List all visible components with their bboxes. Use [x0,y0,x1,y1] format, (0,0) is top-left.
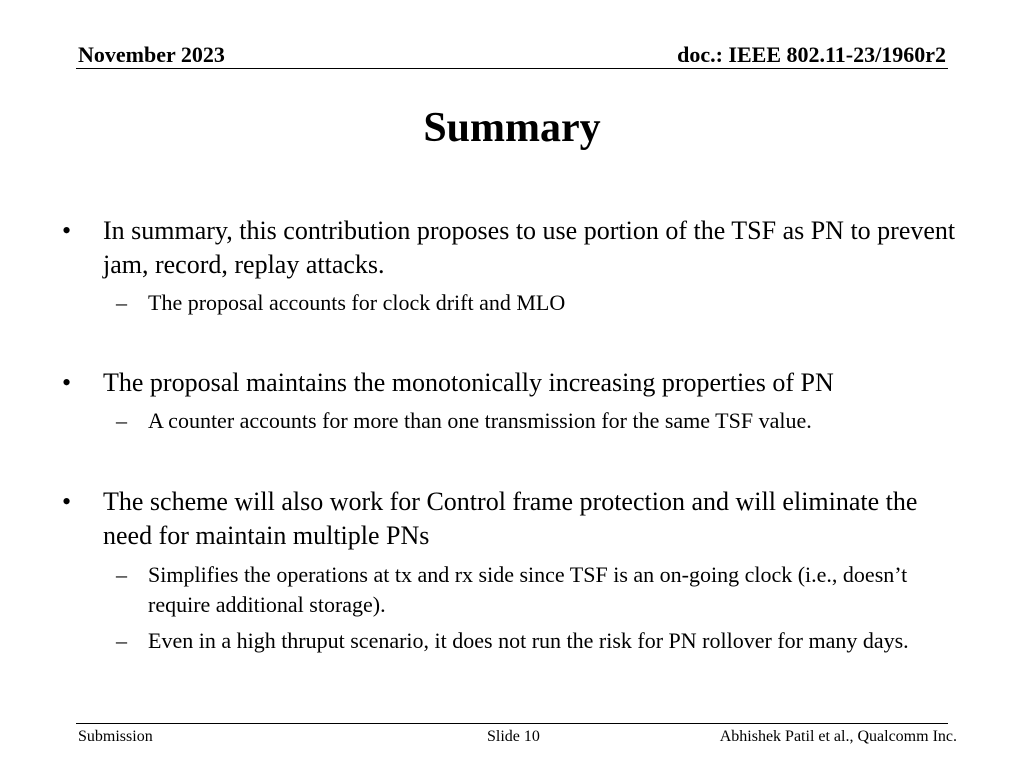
sub-bullet-text: Simplifies the operations at tx and rx side since TSF is an on-going clock (i.e., doesn’t require additional storage). [148,562,908,617]
slide-title: Summary [423,105,601,151]
sub-bullet-item [116,406,956,436]
sub-bullet-item [116,626,956,656]
sub-bullet-text: The proposal accounts for clock drift and MLO [148,290,566,315]
sub-bullet-marker: – [116,628,127,653]
bullet-text: The scheme will also work for Control frame protection and will eliminate the need for maintain multiple PNs [103,487,918,550]
bullet-item [62,214,962,282]
bullet-item [62,366,962,400]
footer-slide-number: Slide 10 [487,728,540,745]
footer-submission: Submission [78,728,153,745]
sub-bullet-marker: – [116,562,127,587]
footer-authors: Abhishek Patil et al., Qualcomm Inc. [719,728,957,745]
sub-bullet-marker: – [116,408,127,433]
sub-bullet-item [116,560,956,620]
header-date: November 2023 [78,42,225,67]
footer-divider [76,723,948,724]
header-divider [76,68,948,69]
bullet-item [62,485,962,553]
sub-bullet-text: A counter accounts for more than one transmission for the same TSF value. [148,408,812,433]
bullet-marker: • [62,487,72,516]
sub-bullet-text: Even in a high thruput scenario, it does not run the risk for PN rollover for many days. [148,628,909,653]
bullet-marker: • [62,216,72,245]
sub-bullet-item [116,288,956,318]
bullet-marker: • [62,368,72,397]
bullet-text: In summary, this contribution proposes to use portion of the TSF as PN to prevent jam, record, replay attacks. [103,216,956,279]
header-doc-id: doc.: IEEE 802.11-23/1960r2 [677,42,946,67]
bullet-text: The proposal maintains the monotonically increasing properties of PN [103,368,834,397]
sub-bullet-marker: – [116,290,127,315]
